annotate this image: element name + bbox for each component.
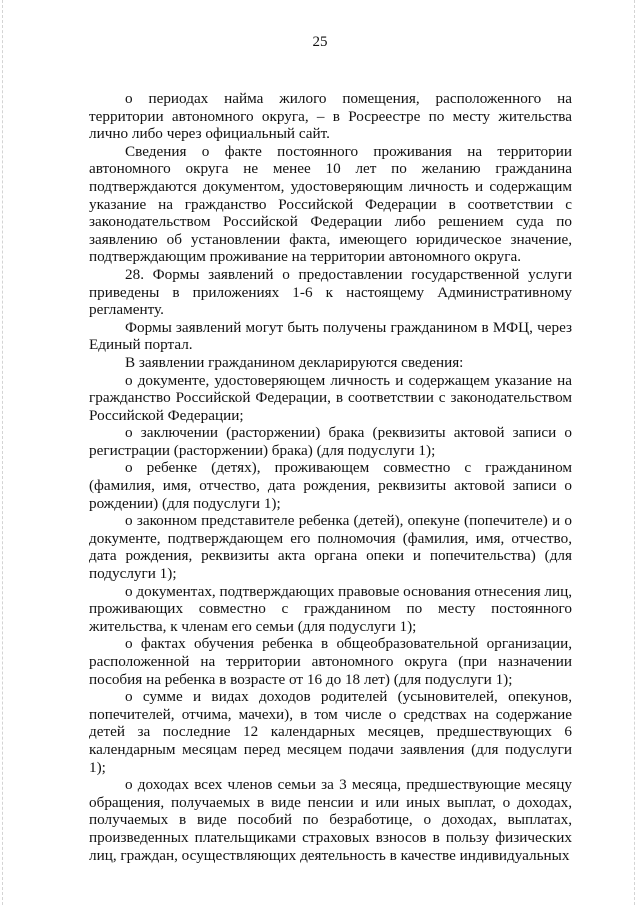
paragraph: Формы заявлений могут быть получены гражданином в МФЦ, через Единый портал. — [89, 318, 572, 354]
paragraph: о документе, удостоверяющем личность и содержащем указание на гражданство Российской Федерации, в соответствии с законодательством Российской Федерации; — [89, 371, 572, 424]
scan-right-edge — [634, 0, 635, 905]
paragraph: о документах, подтверждающих правовые основания отнесения лиц, проживающих совместно с гражданином по месту постоянного жительства, к членам его семьи (для подуслуги 1); — [89, 582, 572, 635]
paragraph: о периодах найма жилого помещения, расположенного на территории автономного округа, – в Росреестре по месту жительства лично либо через официальный сайт. — [89, 90, 572, 143]
paragraph: о фактах обучения ребенка в общеобразовательной организации, расположенной на территории автономного округа (при назначении пособия на ребенка в возрасте от 16 до 18 лет) (для подуслуги 1); — [89, 635, 572, 688]
page-number: 25 — [312, 34, 328, 50]
paragraph: о заключении (расторжении) брака (реквизиты актовой записи о регистрации (расторжении) брака) (для подуслуги 1); — [89, 424, 572, 459]
paragraph: Сведения о факте постоянного проживания на территории автономного округа не менее 10 лет по желанию гражданина подтверждаются документом, удостоверяющим личность и содержащим указание на гражданство Российской Федерации в соответствии с законодательством Российской Федерации либо решением суда по заявлению об установлении факта, имеющего юридическое значение, подтверждающим проживание на территории автономного округа. — [89, 142, 572, 266]
paragraph: о законном представителе ребенка (детей), опекуне (попечителе) и о документе, подтверждающем его полномочия (фамилия, имя, отчество, дата рождения, реквизиты акта органа опеки и попечительства) (для подуслуги 1); — [89, 512, 572, 583]
paragraph: В заявлении гражданином декларируются сведения: — [125, 353, 464, 371]
paragraph: о доходах всех членов семьи за 3 месяца, предшествующие месяцу обращения, получаемых в виде пенсии и или иных выплат, о доходах, получаемых в виде пособий по безработице, о доходах, выплатах, произведенных плательщиками страховых взносов в пользу физических лиц, граждан, осуществляющих деятельность в качестве индивидуальных — [89, 776, 572, 864]
paragraph: о сумме и видах доходов родителей (усыновителей, опекунов, попечителей, отчима, мачехи), в том числе о средствах на содержание детей за последние 12 календарных месяцев, предшествующих 6 календарным месяцам перед месяцем подачи заявления (для подуслуги 1); — [89, 688, 572, 776]
scan-left-edge — [2, 0, 3, 905]
paragraph: о ребенке (детях), проживающем совместно с гражданином (фамилия, имя, отчество, дата рождения, реквизиты актовой записи о рождении) (для подуслуги 1); — [89, 459, 572, 512]
paragraph: 28. Формы заявлений о предоставлении государственной услуги приведены в приложениях 1-6 к настоящему Административному регламенту. — [89, 265, 572, 319]
document-body — [89, 90, 572, 864]
